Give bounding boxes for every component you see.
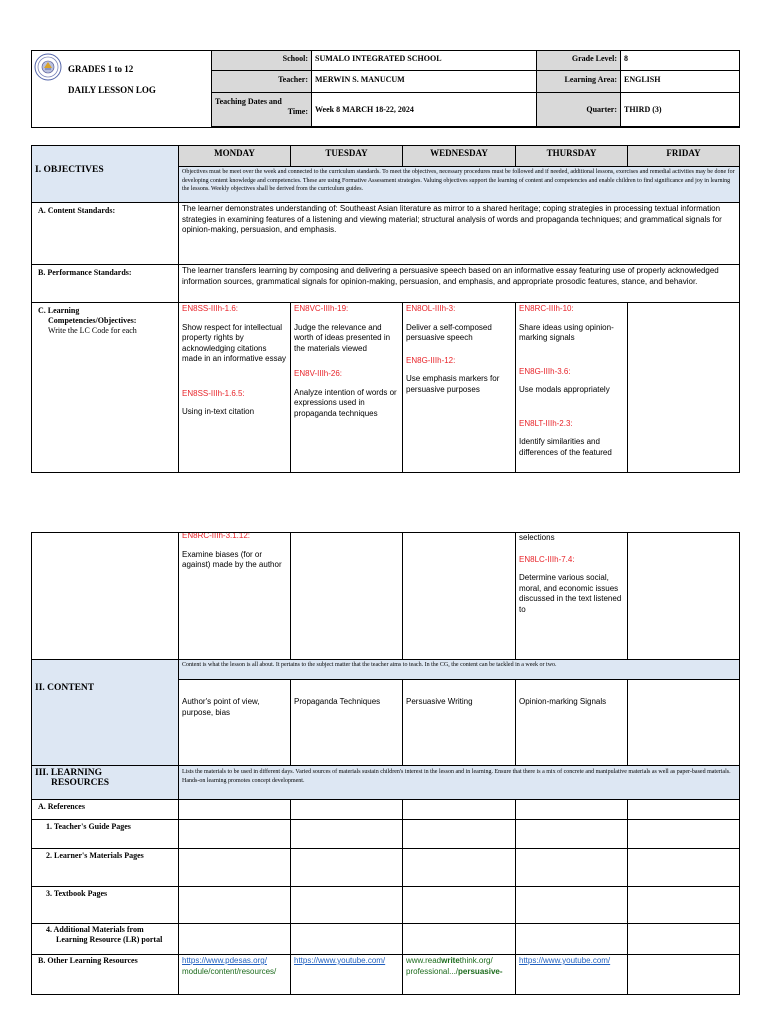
lc-text: selections (519, 533, 555, 542)
teachers-guide-friday (628, 820, 740, 849)
resource-link-continuation[interactable] (406, 967, 512, 978)
lc-code: EN8SS-IIIh-1.6: (182, 304, 239, 313)
content-thursday: Opinion-marking Signals (516, 680, 628, 766)
content-wednesday: Persuasive Writing (403, 680, 516, 766)
dates-label (212, 93, 312, 127)
textbook-wednesday (403, 887, 516, 924)
teachers-guide-wednesday (403, 820, 516, 849)
grade-value: 8 (621, 51, 740, 71)
lc-text: Use emphasis markers for persuasive purposes (406, 374, 500, 394)
references-friday (628, 800, 740, 820)
learners-materials-thursday (516, 849, 628, 887)
content-standards-text: The learner demonstrates understanding of: Southeast Asian literature as mirror to a shared heritage; coping strategies in processing textual information strategies in examining features of a listening and viewing material; structural analysis of words and propaganda techniques; and grammatical signals for opinion-making, persuasion, and emphasis. (179, 203, 740, 265)
lc-text: Using in-text citation (182, 407, 255, 416)
learners-materials-tuesday (291, 849, 403, 887)
other-resources-thursday (516, 955, 628, 995)
quarter-value: THIRD (3) (621, 93, 740, 127)
competencies-label-line1: C. Learning (38, 306, 80, 315)
teacher-value: MERWIN S. MANUCUM (312, 71, 537, 93)
additional-tuesday (291, 924, 403, 955)
dates-value: Week 8 MARCH 18-22, 2024 (312, 93, 537, 127)
lc-text: Show respect for intellectual property rights by acknowledging citations made in an informative essay (182, 322, 287, 363)
additional-monday (179, 924, 291, 955)
additional-friday (628, 924, 740, 955)
competencies-tuesday (291, 303, 403, 473)
teachers-guide-label: 1. Teacher's Guide Pages (32, 820, 179, 849)
other-resources-friday (628, 955, 740, 995)
references-thursday (516, 800, 628, 820)
performance-standards-text: The learner transfers learning by composing and delivering a persuasive speech based on an informative essay featuring use of properly acknowledged information sources, grammatical signals for opinion-making, persuasion, and emphasis, and appropriate prosodic features, stance, and behavior. (179, 265, 740, 303)
additional-wednesday (403, 924, 516, 955)
textbook-thursday (516, 887, 628, 924)
lc-code: EN8LC-IIIh-7.4: (519, 554, 575, 564)
resource-link[interactable] (406, 956, 512, 967)
lc-code: EN8G-IIIh-3.6: (519, 366, 571, 376)
competencies-wednesday-continued (403, 533, 516, 660)
resource-link[interactable]: https://www.pdesas.org/ (182, 956, 267, 965)
competencies-label-line2: Competencies/Objectives: (48, 316, 137, 325)
day-wednesday: WEDNESDAY (403, 146, 516, 167)
resources-heading-line2: RESOURCES (51, 778, 110, 788)
header-title-line2: DAILY LESSON LOG (68, 85, 156, 95)
day-monday: MONDAY (179, 146, 291, 167)
textbook-friday (628, 887, 740, 924)
references-monday (179, 800, 291, 820)
lc-code: EN8G-IIIh-12: (406, 355, 456, 365)
lc-text: Judge the relevance and worth of ideas presented in the materials viewed (294, 322, 391, 353)
textbook-monday (179, 887, 291, 924)
teacher-label: Teacher: (212, 71, 312, 93)
performance-standards-label: B. Performance Standards: (32, 265, 179, 303)
learners-materials-monday (179, 849, 291, 887)
other-resources-label: B. Other Learning Resources (32, 955, 179, 995)
day-friday: FRIDAY (628, 146, 740, 167)
textbook-tuesday (291, 887, 403, 924)
header-title-line1: GRADES 1 to 12 (68, 64, 134, 74)
dates-label-line1: Teaching Dates and (215, 97, 282, 106)
objectives-heading-cell (32, 146, 179, 203)
link-part-bold: write (441, 956, 460, 965)
learners-materials-label: 2. Learner's Materials Pages (32, 849, 179, 887)
learners-materials-friday (628, 849, 740, 887)
lc-text: Use modals appropriately (519, 385, 610, 394)
competencies-thursday-continued (516, 533, 628, 660)
resource-link[interactable]: https://www.youtube.com/ (519, 956, 611, 965)
link-part: www.read (406, 956, 442, 965)
content-heading: II. CONTENT (35, 682, 95, 693)
objectives-heading: I. OBJECTIVES (35, 165, 104, 175)
lc-code: EN8RC-IIIh-10: (519, 304, 574, 313)
competencies-wednesday (403, 303, 516, 473)
lc-text: Determine various social, moral, and economic issues discussed in the text listened to (519, 573, 622, 614)
competencies-friday-continued (628, 533, 740, 660)
competencies-continued-label (32, 533, 179, 660)
school-value: SUMALO INTEGRATED SCHOOL (312, 51, 537, 71)
resource-link-continuation[interactable]: module/content/resources/ (182, 966, 277, 976)
content-standards-label: A. Content Standards: (32, 203, 179, 265)
competencies-label (32, 303, 179, 473)
lc-text: Share ideas using opinion-marking signals (519, 322, 614, 342)
area-label: Learning Area: (537, 71, 621, 93)
competencies-monday (179, 303, 291, 473)
resources-heading-line1: III. LEARNING (35, 768, 103, 778)
link-part-bold: persuasive- (458, 966, 503, 976)
references-label: A. References (32, 800, 179, 820)
link-part: professional.../ (406, 966, 459, 976)
learners-materials-wednesday (403, 849, 516, 887)
lc-text: Deliver a self-composed persuasive speech (406, 322, 492, 342)
teachers-guide-tuesday (291, 820, 403, 849)
link-part: think.org/ (459, 956, 493, 965)
deped-seal-icon (34, 53, 62, 81)
lc-text: Identify similarities and differences of the featured (519, 437, 612, 457)
lc-code: EN8OL-IIIh-3: (406, 304, 456, 313)
header-table (211, 50, 740, 127)
content-monday: Author's point of view, purpose, bias (179, 680, 291, 766)
teachers-guide-thursday (516, 820, 628, 849)
competencies-monday-continued (179, 533, 291, 660)
grade-label: Grade Level: (537, 51, 621, 71)
resource-link[interactable]: https://www.youtube.com/ (294, 956, 386, 965)
content-note: Content is what the lesson is all about. It pertains to the subject matter that the teacher aims to teach. In the CG, the content can be tackled in a week or two. (179, 660, 740, 680)
day-thursday: THURSDAY (516, 146, 628, 167)
content-heading-cell (32, 660, 179, 766)
school-label: School: (212, 51, 312, 71)
additional-materials-line2: Learning Resource (LR) portal (56, 935, 163, 944)
lc-code: EN8SS-IIIh-1.6.5: (182, 388, 245, 398)
competencies-friday (628, 303, 740, 473)
references-wednesday (403, 800, 516, 820)
lesson-table-page1 (31, 145, 740, 473)
additional-materials-line1: 4. Additional Materials from (46, 925, 144, 934)
resources-note: Lists the materials to be used in different days. Varied sources of materials sustain children's interest in the lesson and in learning. Ensure that there is a mix of concrete and manipulative materials as well as paper-based materials. Hands-on learning promotes concept development. (179, 766, 740, 800)
lc-code: EN8RC-IIIh-3.1.12: (182, 532, 251, 540)
area-value: ENGLISH (621, 71, 740, 93)
other-resources-tuesday (291, 955, 403, 995)
content-tuesday: Propaganda Techniques (291, 680, 403, 766)
lc-code: EN8VC-IIIh-19: (294, 304, 349, 313)
dates-label-line2: Time: (287, 107, 308, 116)
other-resources-wednesday (403, 955, 516, 995)
references-tuesday (291, 800, 403, 820)
content-friday (628, 680, 740, 766)
resources-heading-cell (32, 766, 179, 800)
lc-code: EN8V-IIIh-26: (294, 369, 343, 378)
competencies-thursday (516, 303, 628, 473)
lc-text: Examine biases (for or against) made by the author (182, 549, 282, 569)
textbook-label: 3. Textbook Pages (32, 887, 179, 924)
objectives-note: Objectives must be meet over the week and connected to the curriculum standards. To meet the objectives, necessary procedures must be followed and if needed, additional lessons, exercises and remedial activities may be done for developing content knowledge and competencies. These are using Formative Assessment strategies. Valuing objectives support the learning of content and competencies and enable children to find significance and joy in learning the lessons. Weekly objectives shall be derived from the curriculum guides. (179, 167, 740, 203)
lc-code: EN8LT-IIIh-2.3: (519, 418, 573, 428)
day-tuesday: TUESDAY (291, 146, 403, 167)
teachers-guide-monday (179, 820, 291, 849)
lc-text: Analyze intention of words or expressions used in propaganda techniques (294, 387, 397, 418)
competencies-tuesday-continued (291, 533, 403, 660)
additional-materials-label (32, 924, 179, 955)
other-resources-monday (179, 955, 291, 995)
quarter-label: Quarter: (537, 93, 621, 127)
lesson-table-page2 (31, 532, 740, 995)
additional-thursday (516, 924, 628, 955)
competencies-label-line3: Write the LC Code for each (48, 326, 137, 335)
